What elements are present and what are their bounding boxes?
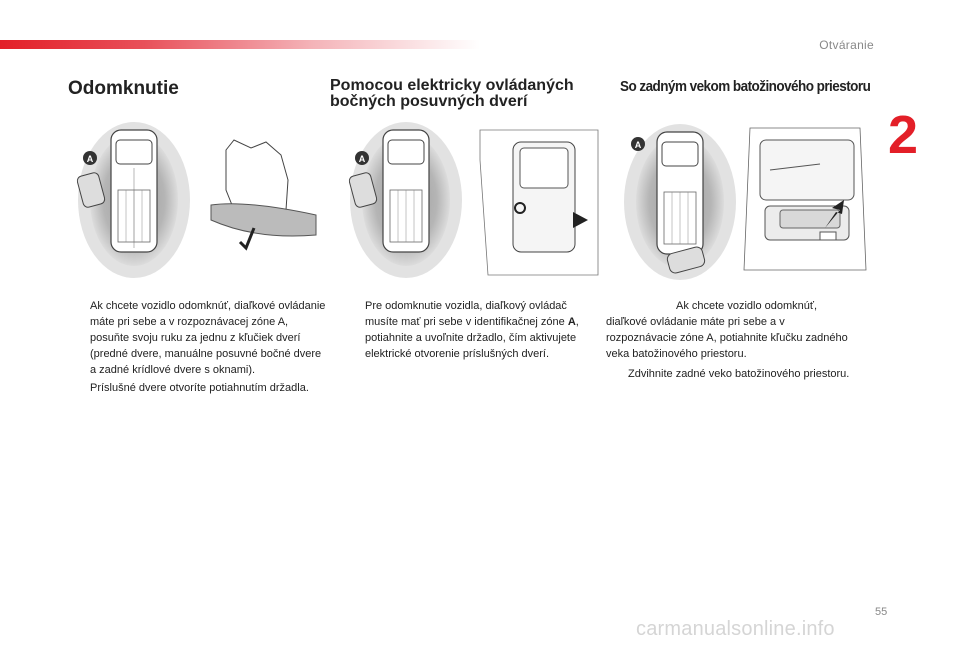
text-sliding-doors <box>343 298 593 364</box>
list-item <box>68 380 326 396</box>
sliding-instruction-part2: , potiahnite a uvoľnite držadlo, čím aktivujete elektrické otvorenie príslušných dverí. <box>365 316 579 360</box>
sliding-instruction-part1: Pre odomknutie vozidla, diaľkový ovládač musíte mať pri sebe v identifikačnej zóne <box>365 300 568 328</box>
illustration-unlocking <box>76 120 326 280</box>
section-title-unlocking: Odomknutie <box>68 78 179 99</box>
lift-tailgate-instruction: Zdvihnite zadné veko batožinového priestoru. <box>628 368 850 380</box>
section-tailgate <box>620 78 882 96</box>
zone-a-bold: A <box>567 316 576 328</box>
door-handle-icon <box>211 204 316 236</box>
list-item <box>343 298 593 362</box>
unlocking-instruction: Ak chcete vozidlo odomknúť, diaľkové ovládanie máte pri sebe a v rozpoznávacej zóne A, posuňte svoju ruku za jednu z kľučiek dverí (predné dvere, manuálne posuvné bočné dvere a zadné krídlové dvere s oknami). <box>90 300 326 376</box>
open-door-instruction: Príslušné dvere otvoríte potiahnutím držadla. <box>90 382 309 394</box>
text-tailgate <box>606 298 852 384</box>
section-title-tailgate: So zadným vekom batožinového priestoru <box>620 78 871 95</box>
zone-a-label: A <box>86 154 94 164</box>
tailgate-intro <box>606 298 852 362</box>
list-item <box>68 298 326 378</box>
page-number: 55 <box>875 606 888 618</box>
watermark: carmanualsonline.info <box>636 618 835 640</box>
illustration-tailgate <box>620 120 870 282</box>
chapter-title: Otváranie <box>819 38 874 52</box>
list-item <box>606 366 852 382</box>
header-accent-bar <box>0 40 480 49</box>
zone-a-label: A <box>358 154 366 164</box>
section-sliding-doors <box>330 78 600 110</box>
illustration-sliding-doors <box>348 120 600 280</box>
section-unlocking <box>68 78 330 100</box>
section-title-sliding-doors-line2: bočných posuvných dverí <box>330 93 528 110</box>
chapter-number: 2 <box>888 105 919 165</box>
section-title-sliding-doors-line1: Pomocou elektricky ovládaných <box>330 77 574 94</box>
zone-a-label: A <box>634 140 642 150</box>
tailgate-instruction: Ak chcete vozidlo odomknúť, diaľkové ovládanie máte pri sebe a v rozpoznávacie zóne A, potiahnite kľučku zadného veka batožinového priestoru. <box>606 300 848 360</box>
text-unlocking <box>68 298 326 398</box>
